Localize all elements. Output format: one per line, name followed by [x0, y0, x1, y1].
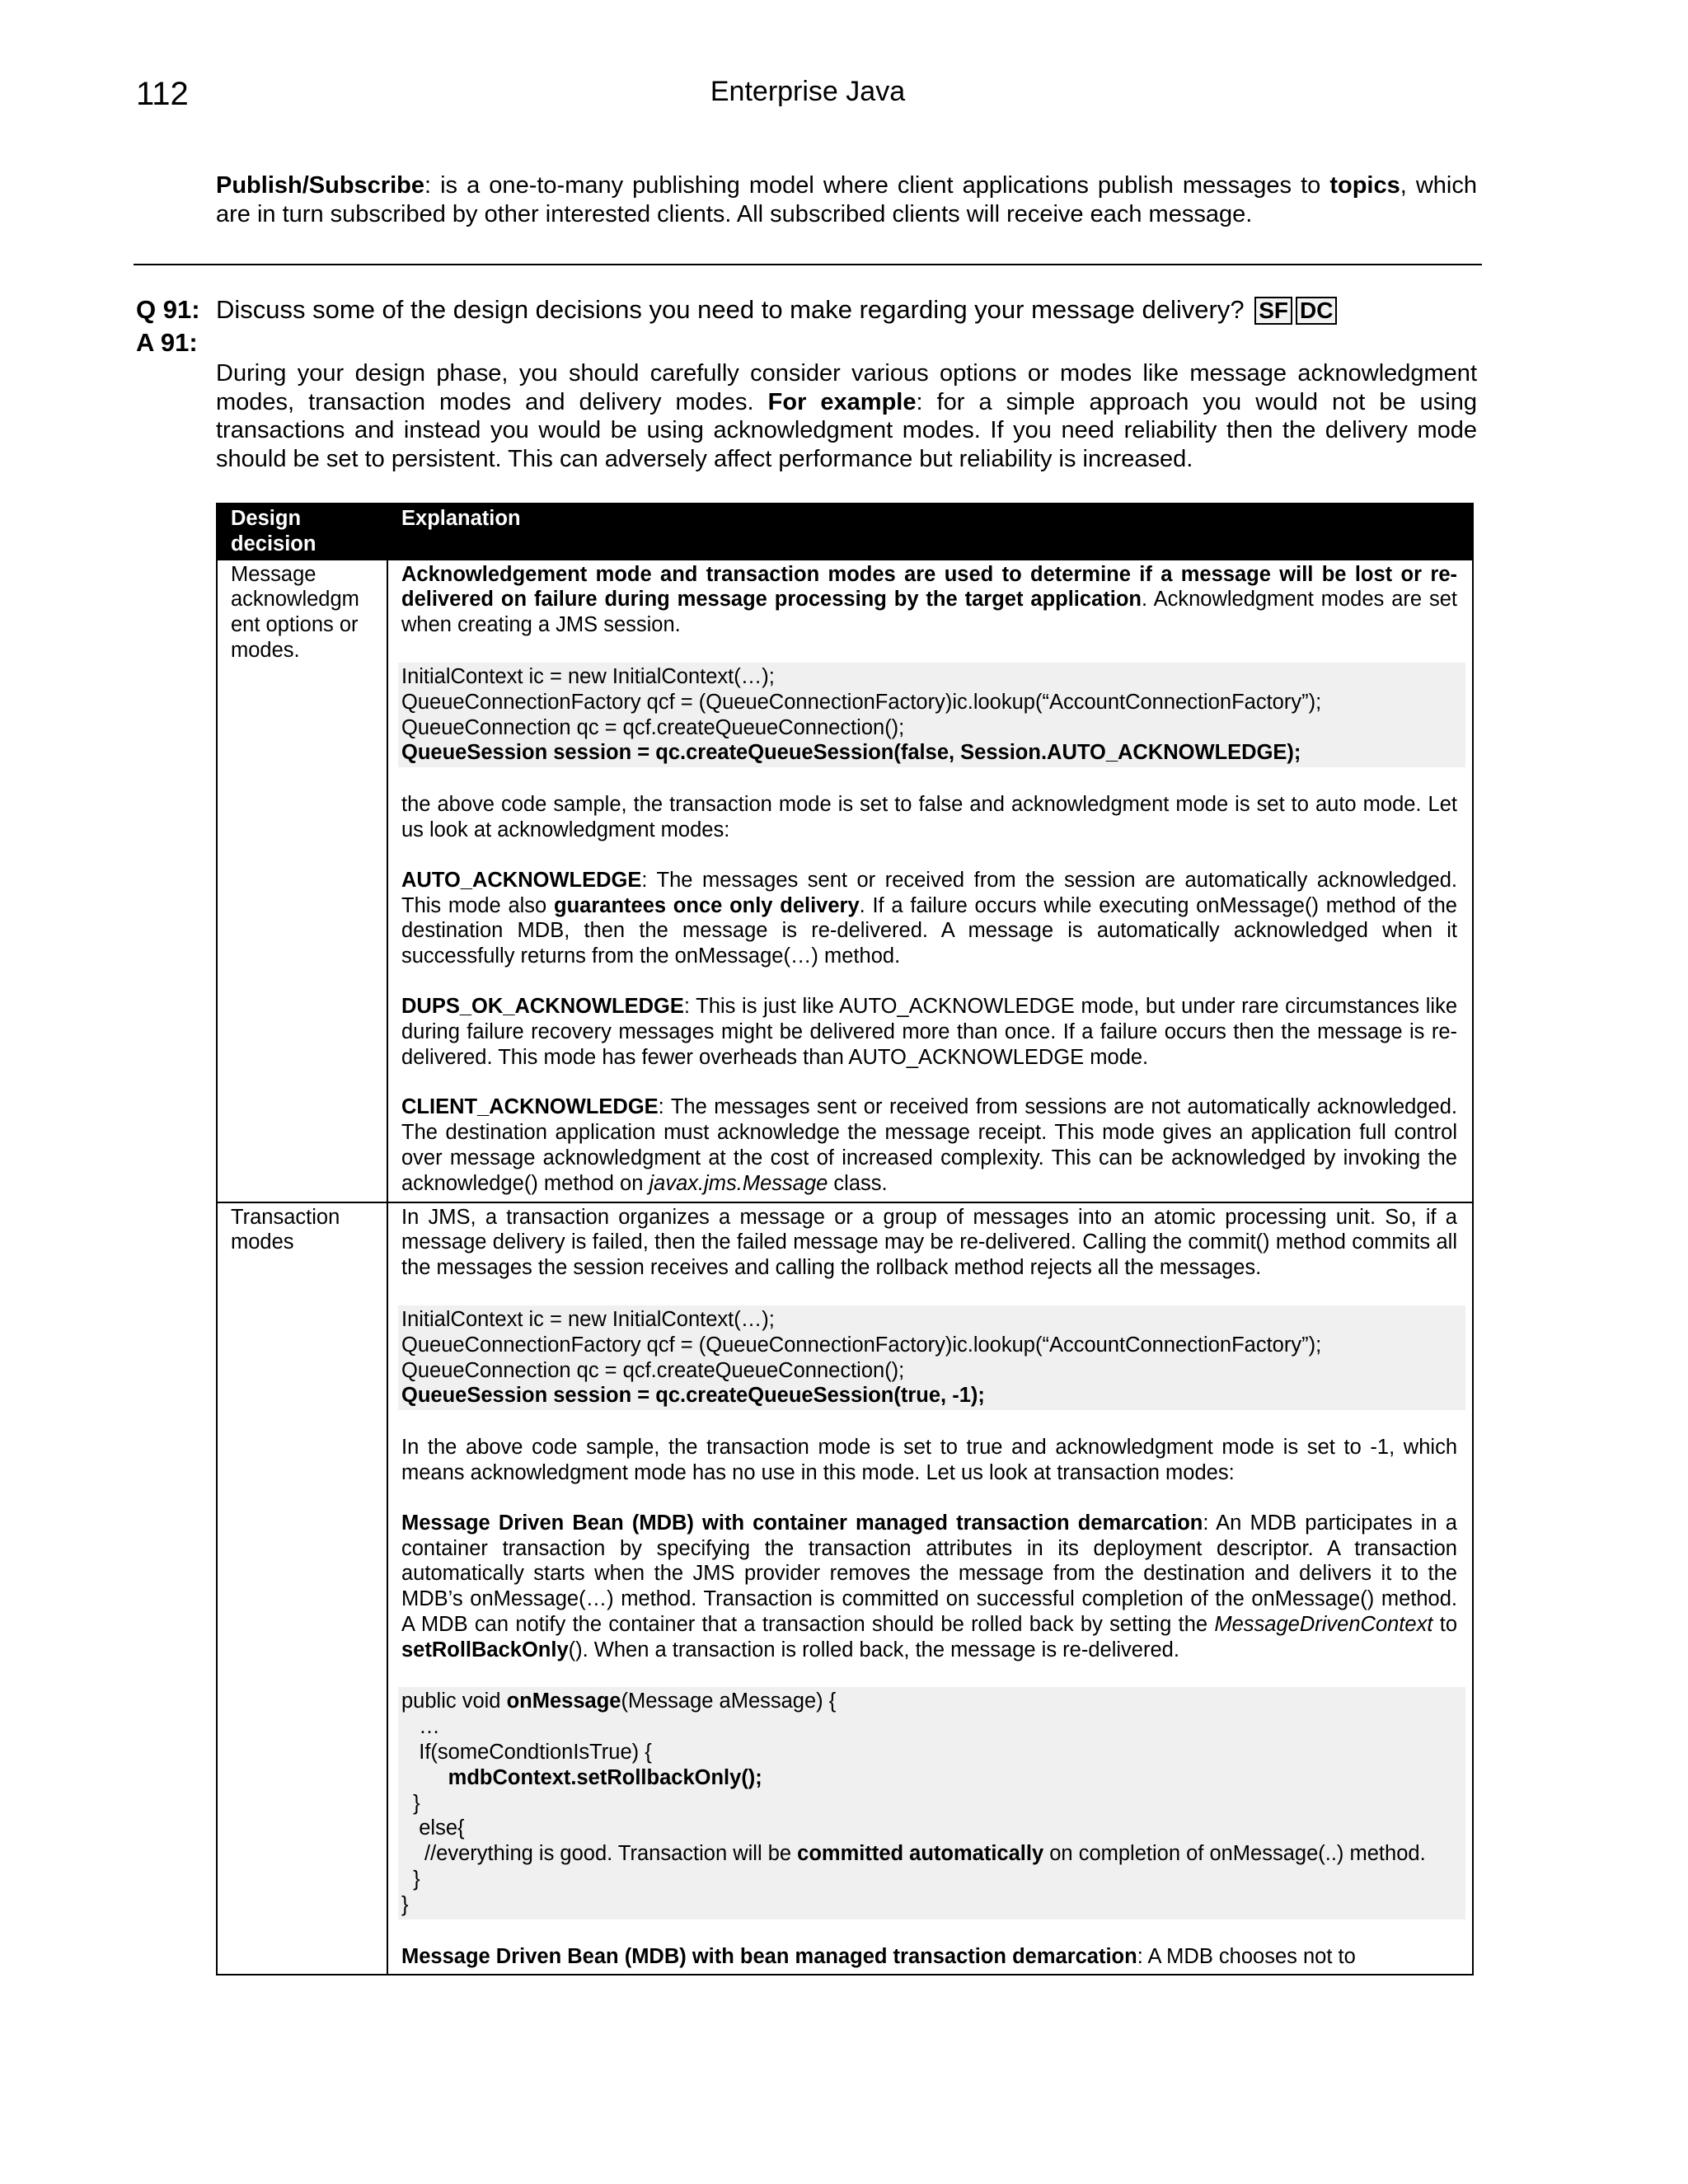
bmt-term: Message Driven Bean (MDB) with bean managed transaction demarcation: [401, 1944, 1137, 1968]
code-fragment-bold: onMessage: [506, 1690, 621, 1713]
section-divider: [134, 264, 1482, 265]
code-fragment: public void: [401, 1690, 507, 1713]
cmt-text: : An MDB participates in a container transaction by specifying the transaction attributes in its deployment descriptor. A transaction automatically starts when the JMS provider removes the message from the destination and delivers it to the MDB’s onMessage(…) method. Transaction is committed on successful completion of the onMessage() method. A MDB can notify the container that a transaction should be rolled back by setting the: [401, 1511, 1457, 1636]
code-line: InitialContext ic = new InitialContext(…);: [401, 1307, 775, 1331]
code-line: …: [401, 1715, 440, 1739]
code-line: }: [401, 1791, 420, 1815]
code-line-bold: QueueSession session = qc.createQueueSession(true, -1);: [401, 1384, 985, 1408]
client-acknowledge: [401, 1094, 1457, 1196]
code-block-ack: [398, 663, 1465, 767]
bmt-paragraph: [401, 1944, 1457, 1970]
code-line-bold: QueueSession session = qc.createQueueSession(false, Session.AUTO_ACKNOWLEDGE);: [401, 741, 1301, 765]
cmt-text-3: (). When a transaction is rolled back, the message is re-delivered.: [568, 1638, 1179, 1661]
code-line: QueueConnectionFactory qcf = (QueueConnectionFactory)ic.lookup(“AccountConnectionFactory”);: [401, 1333, 1322, 1357]
table-row: [217, 1202, 1473, 1975]
page-number: 112: [136, 76, 189, 112]
cmt-text-2: to: [1432, 1612, 1458, 1636]
cmt-paragraph: [401, 1511, 1457, 1663]
intro-term: Publish/Subscribe: [216, 172, 424, 199]
dups-term: DUPS_OK_ACKNOWLEDGE: [401, 994, 684, 1018]
code-line: }: [401, 1892, 409, 1916]
code-line: [401, 1689, 1457, 1714]
code-line-bold: mdbContext.setRollbackOnly();: [401, 1765, 762, 1789]
auto-text-end: . If a failure occurs while executing onMessage() method of the destination MDB, then the message is re-delivered. A message is automatically acknowledged when it successfully returns from the onMessage(…) method.: [401, 893, 1457, 968]
client-term: CLIENT_ACKNOWLEDGE: [401, 1095, 659, 1119]
intro-paragraph: [216, 171, 1477, 229]
table-header-row: [217, 504, 1473, 560]
code-line: QueueConnectionFactory qcf = (QueueConnectionFactory)ic.lookup(“AccountConnectionFactory”);: [401, 690, 1322, 714]
auto-bold: guarantees once only delivery: [554, 893, 860, 917]
question-label: Q 91:: [136, 295, 200, 324]
auto-text: : The messages sent or received from the session are automatically acknowledged. This mode also: [401, 868, 1457, 917]
explanation-ack-modes: [387, 560, 1473, 1202]
ack-after-code: the above code sample, the transaction mode is set to false and acknowledgment mode is set to auto mode. Let us look at acknowledgment modes:: [401, 793, 1457, 841]
ack-intro: [401, 562, 1457, 638]
dups-text: : This is just like AUTO_ACKNOWLEDGE mode, but under rare circumstances like during failure recovery messages might be delivered more than once. If a failure occurs then the message is re-delivered. This mode has fewer overheads than AUTO_ACKNOWLEDGE mode.: [401, 994, 1457, 1069]
code-line: }: [401, 1868, 420, 1891]
tx-intro: In JMS, a transaction organizes a message or a group of messages into an atomic processing unit. So, if a message delivery is failed, then the failed message may be re-delivered. Calling the commit() method commits all the messages the session receives and calling the rollback method rejects all the messages.: [401, 1205, 1457, 1280]
client-text-end: class.: [828, 1171, 888, 1195]
code-fragment: on completion of onMessage(..) method.: [1043, 1842, 1426, 1866]
tag-sf: SF: [1254, 297, 1292, 325]
question-text: Discuss some of the design decisions you need to make regarding your message delivery?: [216, 295, 1245, 324]
code-block-onmessage: [398, 1687, 1465, 1919]
code-line: If(someCondtionIsTrue) {: [401, 1741, 652, 1765]
answer-text: During your design phase, you should carefully consider various options or modes like message acknowledgment modes, transaction modes and delivery modes.: [216, 360, 1477, 415]
code-fragment: //everything is good. Transaction will be: [424, 1842, 798, 1866]
code-line: QueueConnection qc = qcf.createQueueConnection();: [401, 1358, 905, 1382]
auto-acknowledge: [401, 868, 1457, 969]
code-block-tx: [398, 1305, 1465, 1410]
tag-dc: DC: [1296, 297, 1337, 325]
answer-label: A 91:: [136, 328, 198, 357]
answer-text-end: : for a simple approach you would not be using transactions and instead you would be using acknowledgment modes. If you need reliability then the delivery mode should be set to persistent. This can adversely affect performance but reliability is increased.: [216, 388, 1477, 472]
table-row: [217, 560, 1473, 1202]
tx-after-code: In the above code sample, the transaction mode is set to true and acknowledgment mode is set to -1, which means acknowledgment mode has no use in this mode. Let us look at transaction modes:: [401, 1436, 1457, 1484]
answer-bold: For example: [767, 388, 917, 415]
cmt-term: Message Driven Bean (MDB) with container managed transaction demarcation: [401, 1511, 1203, 1535]
answer-paragraph: [216, 359, 1477, 473]
explanation-transaction-modes: [387, 1202, 1473, 1975]
dups-ok-acknowledge: [401, 994, 1457, 1070]
client-text: : The messages sent or received from sessions are not automatically acknowledged. The destination application must acknowledge the message receipt. This mode gives an application full control over message acknowledgment at the cost of increased complexity. This can be acknowledged by invoking the acknowledge() method on: [401, 1095, 1457, 1195]
ack-intro-rest: . Acknowledgment modes are set when creating a JMS session.: [401, 588, 1457, 637]
code-line: else{: [401, 1816, 465, 1840]
code-line: InitialContext ic = new InitialContext(…);: [401, 664, 775, 688]
decision-ack-modes: Message acknowledgm ent options or modes.: [217, 560, 387, 1202]
ack-intro-bold: Acknowledgement mode and transaction modes are used to determine if a message will be lost or re-delivered on failure during message processing by the target application: [401, 562, 1457, 612]
code-line: [401, 1841, 1457, 1867]
client-italic: javax.jms.Message: [649, 1171, 828, 1195]
intro-text: : is a one-to-many publishing model where client applications publish messages to: [424, 172, 1330, 199]
auto-term: AUTO_ACKNOWLEDGE: [401, 868, 642, 892]
intro-bold-word: topics: [1329, 172, 1400, 199]
code-fragment-bold: committed automatically: [797, 1842, 1044, 1866]
cmt-bold: setRollBackOnly: [401, 1638, 569, 1661]
header-explanation: Explanation: [387, 504, 1473, 560]
header-design-decision: Design decision: [217, 504, 387, 560]
intro-text-end: , which are in turn subscribed by other interested clients. All subscribed clients will receive each message.: [216, 172, 1477, 227]
decision-transaction-modes: Transaction modes: [217, 1202, 387, 1975]
cmt-italic: MessageDrivenContext: [1214, 1612, 1433, 1636]
code-fragment: (Message aMessage) {: [621, 1690, 837, 1713]
running-title: Enterprise Java: [710, 76, 906, 107]
question-line: [136, 293, 1337, 326]
code-line: QueueConnection qc = qcf.createQueueConnection();: [401, 715, 905, 739]
design-decision-table: [216, 503, 1474, 1975]
bmt-text: : A MDB chooses not to: [1137, 1944, 1356, 1968]
